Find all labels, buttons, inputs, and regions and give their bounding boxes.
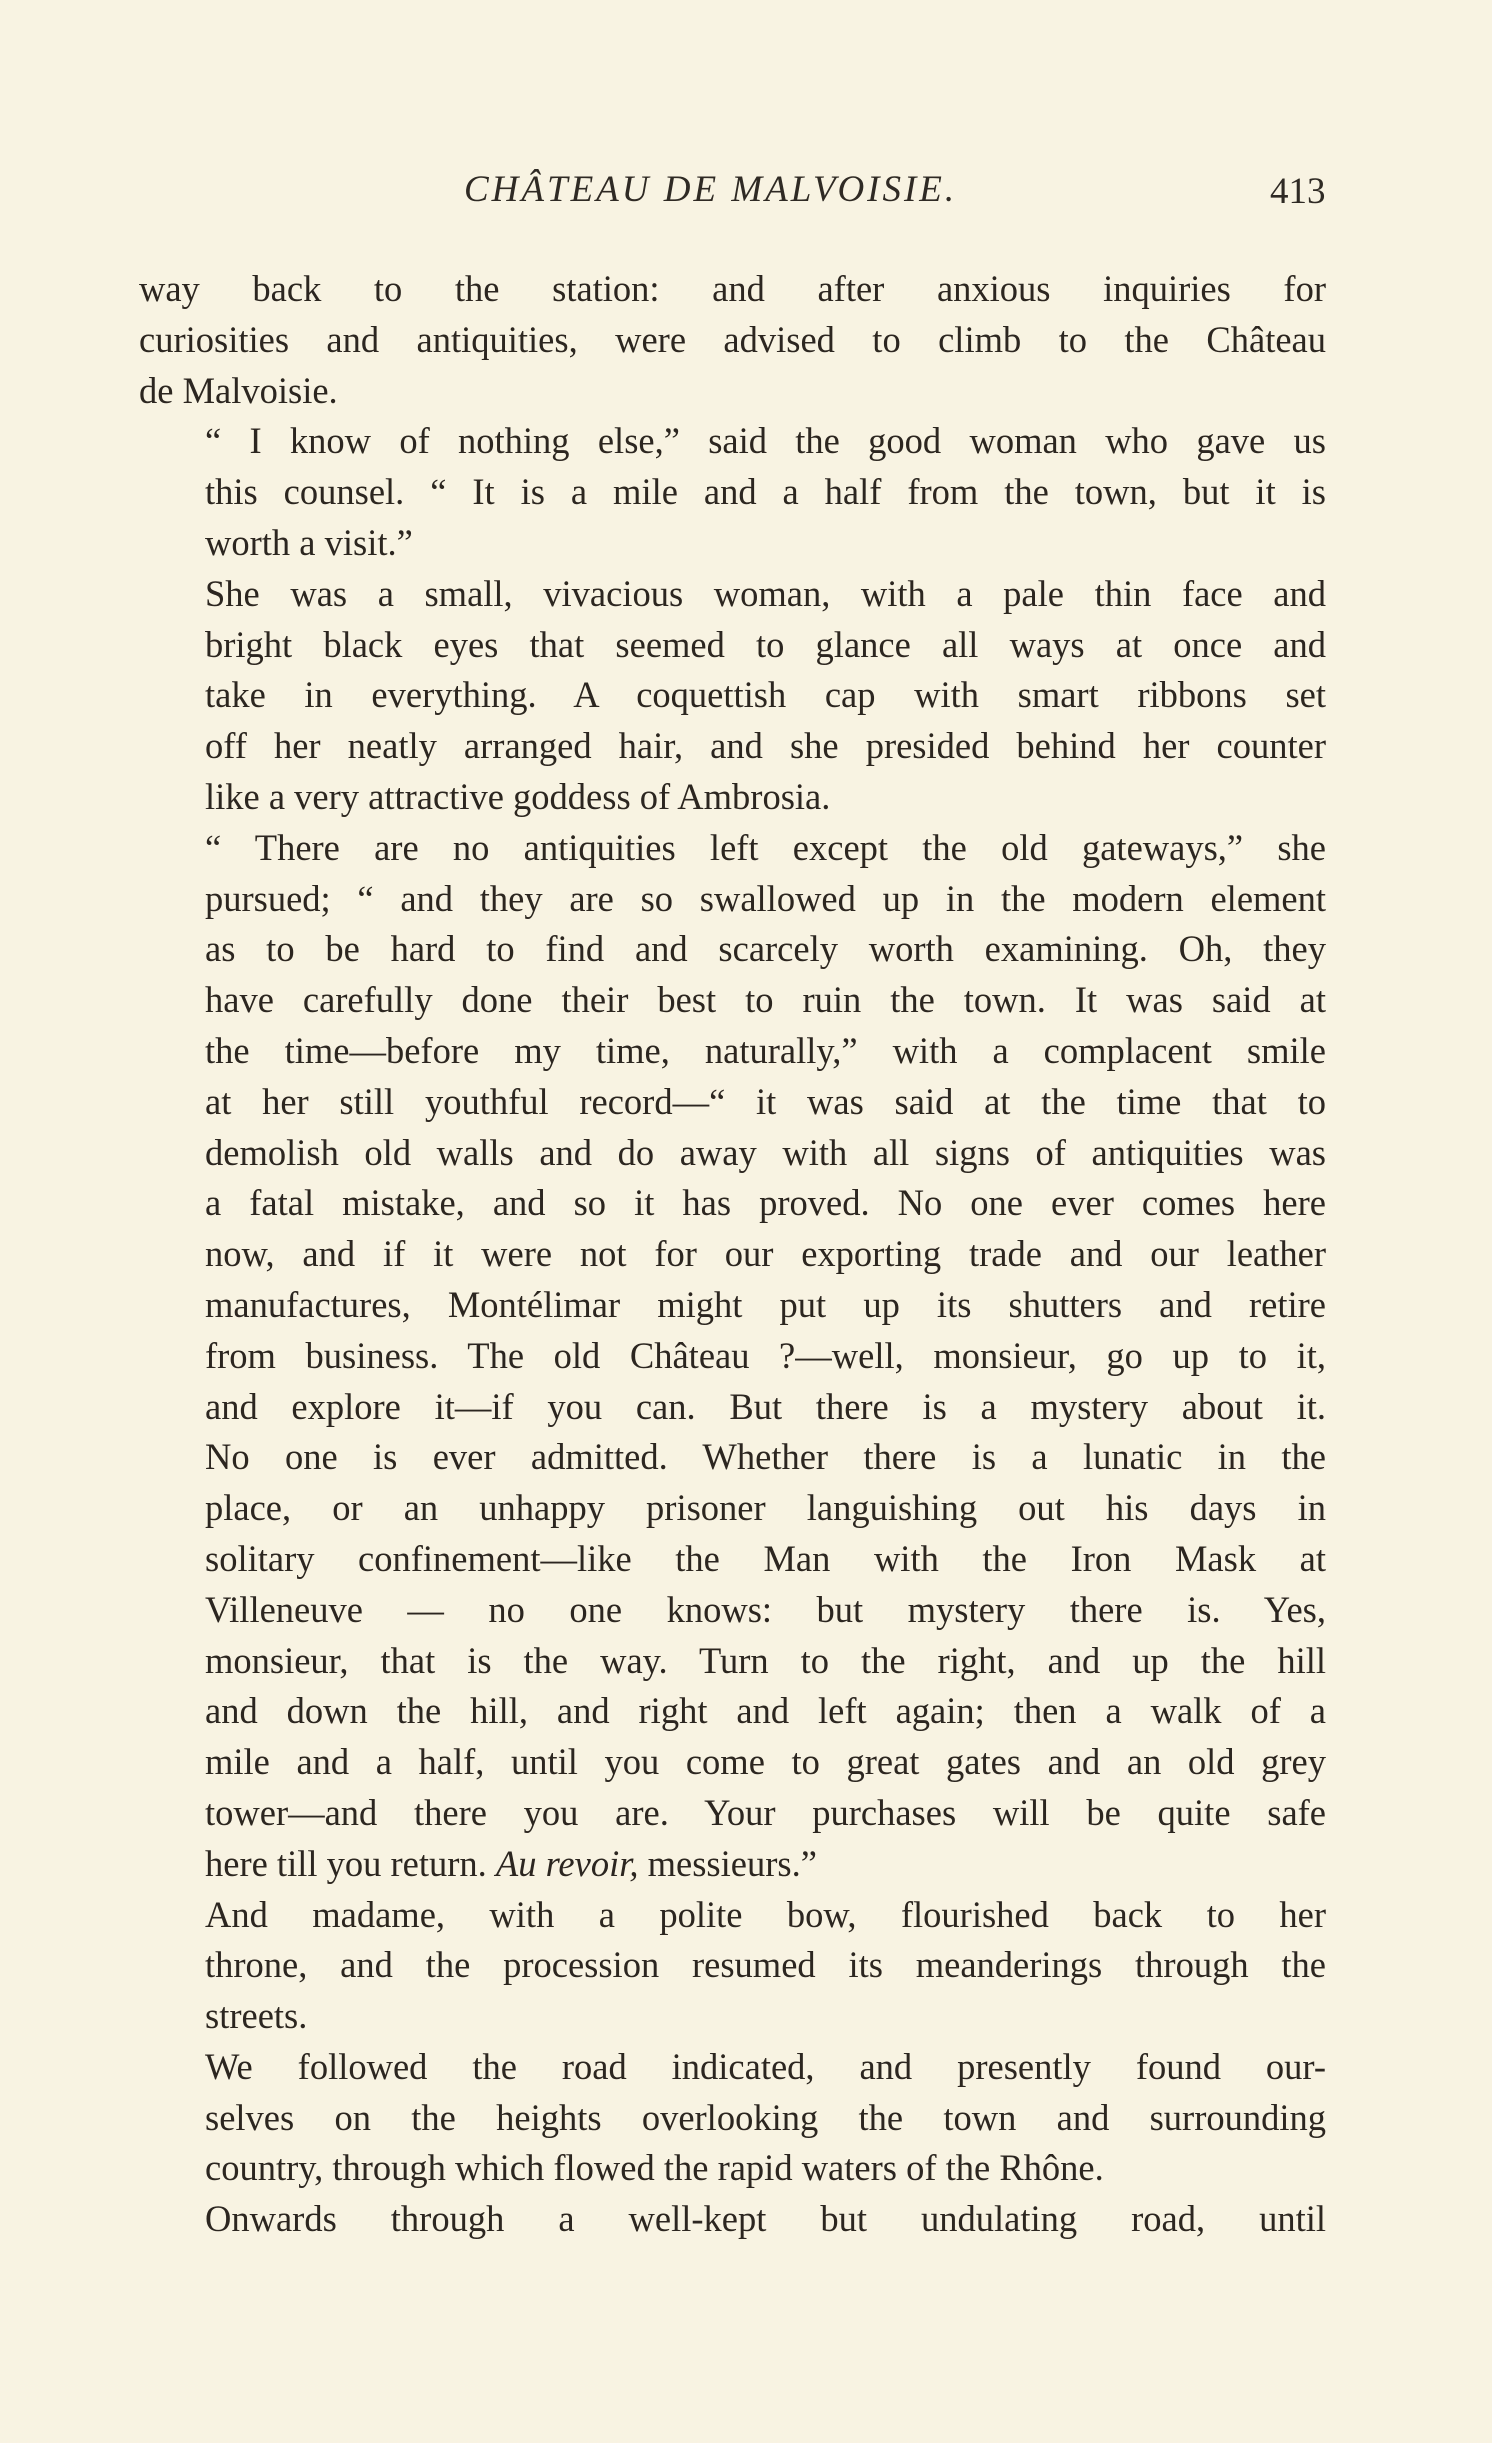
text-line: this counsel. “ It is a mile and a half from the town, but it is [205,471,1326,513]
italic-phrase: Au revoir, [495,1842,639,1884]
text-line: Villeneuve — no one knows: but mystery there is. Yes, [205,1588,1326,1630]
text-line: No one is ever admitted. Whether there is a lunatic in the [205,1436,1326,1478]
running-title: CHÂTEAU DE MALVOISIE. [464,169,958,210]
text-line: take in everything. A coquettish cap with smart ribbons set [205,674,1326,716]
text-line: de Malvoisie. [139,369,338,411]
text-line: now, and if it were not for our exporting trade and our leather [205,1233,1326,1275]
text-line: place, or an unhappy prisoner languishing out his days in [205,1487,1326,1529]
text-line: like a very attractive goddess of Ambrosia. [205,775,831,817]
text-line: streets. [205,1995,308,2037]
text-run: here till you return. [205,1842,496,1884]
text-line: and down the hill, and right and left again; then a walk of a [205,1690,1326,1732]
text-line-with-italic [139,1839,1326,1890]
text-line: She was a small, vivacious woman, with a pale thin face and [205,572,1326,614]
text-line: way back to the station: and after anxious inquiries for [139,268,1326,309]
body-text [139,264,1326,2245]
paragraph-5 [139,1890,1326,2042]
text-line: the time—before my time, naturally,” with a complacent smile [205,1029,1326,1071]
text-run: messieurs.” [638,1842,817,1884]
text-line: a fatal mistake, and so it has proved. No one ever comes here [205,1182,1326,1224]
paragraph-2 [139,416,1326,568]
text-line: manufactures, Montélimar might put up its shutters and retire [205,1283,1326,1325]
text-line: solitary confinement—like the Man with the Iron Mask at [205,1537,1326,1579]
text-line: mile and a half, until you come to great gates and an old grey [205,1741,1326,1783]
paragraph-1 [139,264,1326,416]
text-line: throne, and the procession resumed its meanderings through the [205,1944,1326,1986]
text-line: selves on the heights overlooking the town and surrounding [205,2096,1326,2138]
text-line: We followed the road indicated, and presently found our- [205,2045,1326,2087]
text-line: demolish old walls and do away with all signs of antiquities was [205,1131,1326,1173]
paragraph-4 [139,823,1326,1890]
paragraph-6 [139,2042,1326,2194]
text-line: curiosities and antiquities, were advised to climb to the Château [139,318,1326,360]
text-line: tower—and there you are. Your purchases will be quite safe [205,1791,1326,1833]
text-line: And madame, with a polite bow, flourished back to her [205,1893,1326,1935]
paragraph-7 [139,2194,1326,2245]
text-line: from business. The old Château ?—well, monsieur, go up to it, [205,1334,1326,1376]
text-line: country, through which flowed the rapid waters of the Rhône. [205,2147,1104,2189]
text-line: at her still youthful record—“ it was said at the time that to [205,1080,1326,1122]
text-line: pursued; “ and they are so swallowed up in the modern element [205,877,1326,919]
text-line: worth a visit.” [205,521,413,563]
text-line: “ There are no antiquities left except the old gateways,” she [205,826,1326,868]
text-line: Onwards through a well-kept but undulating road, until [205,2198,1326,2240]
running-head [0,168,1492,228]
text-line: have carefully done their best to ruin the town. It was said at [205,979,1326,1021]
text-line: as to be hard to find and scarcely worth examining. Oh, they [205,928,1326,970]
text-line: “ I know of nothing else,” said the good woman who gave us [205,420,1326,462]
text-line: off her neatly arranged hair, and she presided behind her counter [205,725,1326,767]
text-line: monsieur, that is the way. Turn to the right, and up the hill [205,1639,1326,1681]
text-line: and explore it—if you can. But there is a mystery about it. [205,1385,1326,1427]
page-number: 413 [1270,171,1326,212]
text-line: bright black eyes that seemed to glance all ways at once and [205,623,1326,665]
paragraph-3 [139,569,1326,823]
